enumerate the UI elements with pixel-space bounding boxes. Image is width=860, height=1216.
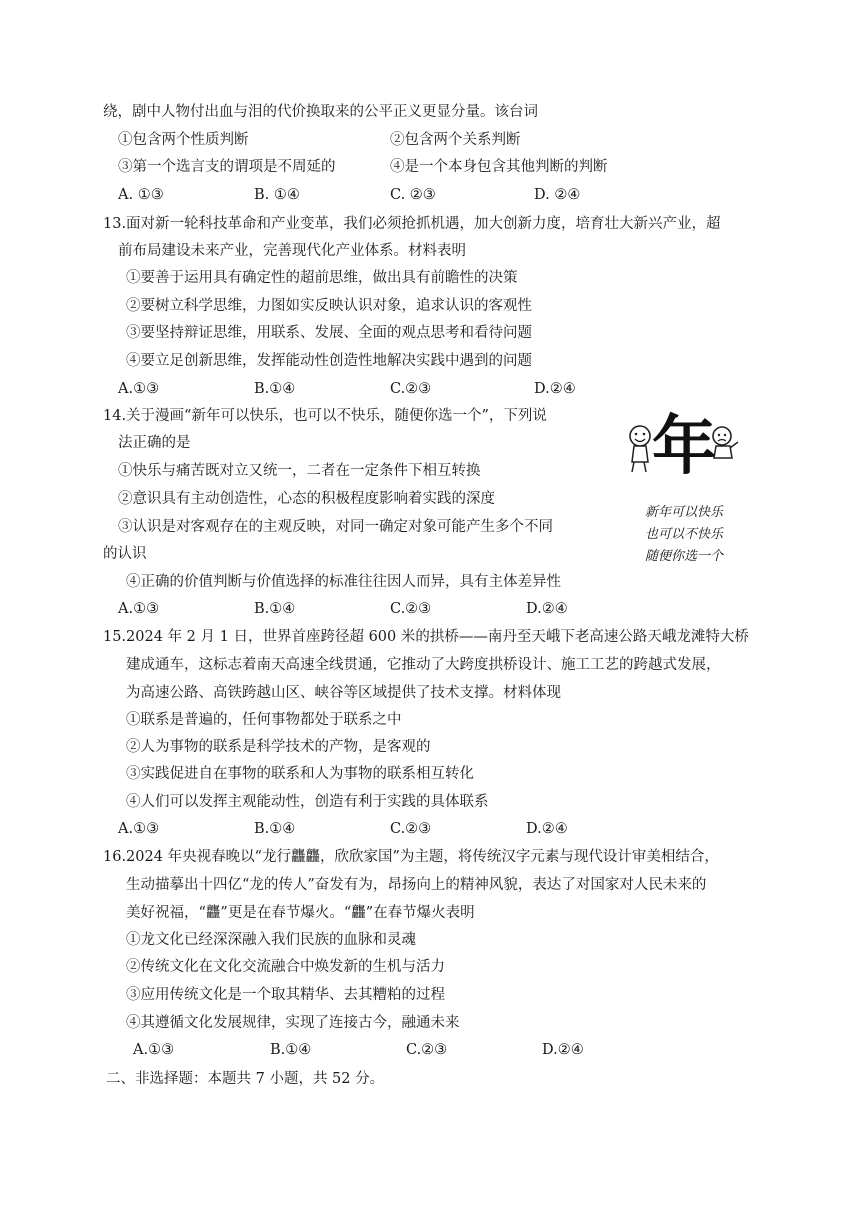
- question-12-item-4: ④是一个本身包含其他判断的判断: [390, 159, 608, 175]
- cartoon-caption-line-2: 也可以不快乐: [644, 527, 724, 542]
- question-15-option-b: B.①④: [254, 821, 296, 837]
- question-16-option-c: C.②③: [406, 1042, 448, 1058]
- question-15-item-3: ③实践促进自在事物的联系和人为事物的联系相互转化: [126, 766, 474, 782]
- cartoon-drawing: [626, 402, 742, 570]
- question-12-item-3: ③第一个选言支的谓项是不周延的: [118, 159, 336, 175]
- question-12-option-a: A. ①③: [118, 187, 164, 203]
- question-13-option-c: C.②③: [390, 381, 432, 397]
- question-16-item-3: ③应用传统文化是一个取其精华、去其糟粕的过程: [126, 987, 445, 1003]
- cartoon-caption-line-3: 随便你选一个: [644, 549, 724, 564]
- question-12-item-2: ②包含两个关系判断: [390, 132, 521, 148]
- question-15-item-4: ④人们可以发挥主观能动性，创造有利于实践的具体联系: [126, 794, 489, 810]
- question-13-item-2: ②要树立科学思维，力图如实反映认识对象，追求认识的客观性: [126, 298, 532, 314]
- question-13-stem-line-2: 前布局建设未来产业，完善现代化产业体系。材料表明: [118, 243, 466, 259]
- question-13-item-4: ④要立足创新思维，发挥能动性创造性地解决实践中遇到的问题: [126, 353, 532, 369]
- question-14-item-2: ②意识具有主动创造性，心态的积极程度影响着实践的深度: [118, 491, 495, 507]
- question-15-option-a: A.①③: [118, 821, 160, 837]
- cartoon-caption-line-1: 新年可以快乐: [644, 505, 724, 520]
- question-14-option-a: A.①③: [118, 601, 160, 617]
- question-15-stem-line-3: 为高速公路、高铁跨越山区、峡谷等区域提供了技术支撑。材料体现: [126, 685, 561, 701]
- question-15-item-1: ①联系是普遍的，任何事物都处于联系之中: [126, 712, 402, 728]
- question-13-item-3: ③要坚持辩证思维，用联系、发展、全面的观点思考和看待问题: [126, 325, 532, 341]
- question-12-option-d: D. ②④: [534, 187, 581, 203]
- question-12-option-b: B. ①④: [254, 187, 300, 203]
- question-16-stem-line-3: 美好祝福，“龘”更是在春节爆火。“龘”在春节爆火表明: [126, 905, 475, 921]
- question-15-stem-line-2: 建成通车，这标志着南天高速全线贯通，它推动了大跨度拱桥设计、施工工艺的跨越式发展，: [126, 657, 721, 673]
- question-16-item-1: ①龙文化已经深深融入我们民族的血脉和灵魂: [126, 932, 416, 948]
- question-14-item-4: ④正确的价值判断与价值选择的标准往往因人而异，具有主体差异性: [126, 574, 561, 590]
- question-16-option-d: D.②④: [542, 1042, 584, 1058]
- cartoon-big-character: 年: [652, 409, 716, 484]
- happy-figure-icon: [630, 426, 650, 472]
- new-year-cartoon: [626, 402, 742, 570]
- question-14-option-d: D.②④: [526, 601, 568, 617]
- question-14-option-c: C.②③: [390, 601, 432, 617]
- question-14-option-b: B.①④: [254, 601, 296, 617]
- question-16-stem-line-1: 16.2024 年央视春晚以“龙行龘龘，欣欣家国”为主题，将传统汉字元素与现代设计审美相结合，: [103, 849, 719, 865]
- question-13-item-1: ①要善于运用具有确定性的超前思维，做出具有前瞻性的决策: [126, 270, 518, 286]
- question-15-option-c: C.②③: [390, 821, 432, 837]
- question-16-stem-line-2: 生动描摹出十四亿“龙的传人”奋发有为，昂扬向上的精神风貌，表达了对国家对人民未来的: [126, 877, 707, 893]
- question-14-item-3-continued: 的认识: [103, 546, 147, 562]
- question-14-stem-line-1: 14.关于漫画“新年可以快乐，也可以不快乐，随便你选一个”，下列说: [103, 408, 547, 424]
- question-14-stem-line-2: 法正确的是: [118, 435, 191, 451]
- question-15-stem-line-1: 15.2024 年 2 月 1 日，世界首座跨径超 600 米的拱桥——南丹至天峨下老高速公路天峨龙滩特大桥: [103, 629, 749, 645]
- question-13-option-b: B.①④: [254, 381, 296, 397]
- question-14-item-1: ①快乐与痛苦既对立又统一，二者在一定条件下相互转换: [118, 463, 481, 479]
- question-13-stem-line-1: 13.面对新一轮科技革命和产业变革，我们必须抢抓机遇，加大创新力度，培育壮大新兴产业，超: [103, 216, 721, 232]
- question-15-item-2: ②人为事物的联系是科学技术的产物，是客观的: [126, 739, 431, 755]
- question-16-item-4: ④其遵循文化发展规律，实现了连接古今，融通未来: [126, 1015, 460, 1031]
- question-13-option-d: D.②④: [534, 381, 576, 397]
- question-16-item-2: ②传统文化在文化交流融合中焕发新的生机与活力: [126, 959, 445, 975]
- question-15-option-d: D.②④: [526, 821, 568, 837]
- question-16-option-b: B.①④: [270, 1042, 312, 1058]
- section-2-heading: 二、非选择题：本题共 7 小题，共 52 分。: [106, 1071, 385, 1087]
- question-12-option-c: C. ②③: [390, 187, 436, 203]
- question-12-item-1: ①包含两个性质判断: [118, 132, 249, 148]
- question-13-option-a: A.①③: [118, 381, 160, 397]
- question-16-option-a: A.①③: [133, 1042, 175, 1058]
- sad-figure-icon: [713, 427, 738, 458]
- question-14-item-3: ③认识是对客观存在的主观反映，对同一确定对象可能产生多个不同: [118, 519, 553, 535]
- question-12-stem-line: 绕，剧中人物付出血与泪的代价换取来的公平正义更显分量。该台词: [103, 104, 538, 120]
